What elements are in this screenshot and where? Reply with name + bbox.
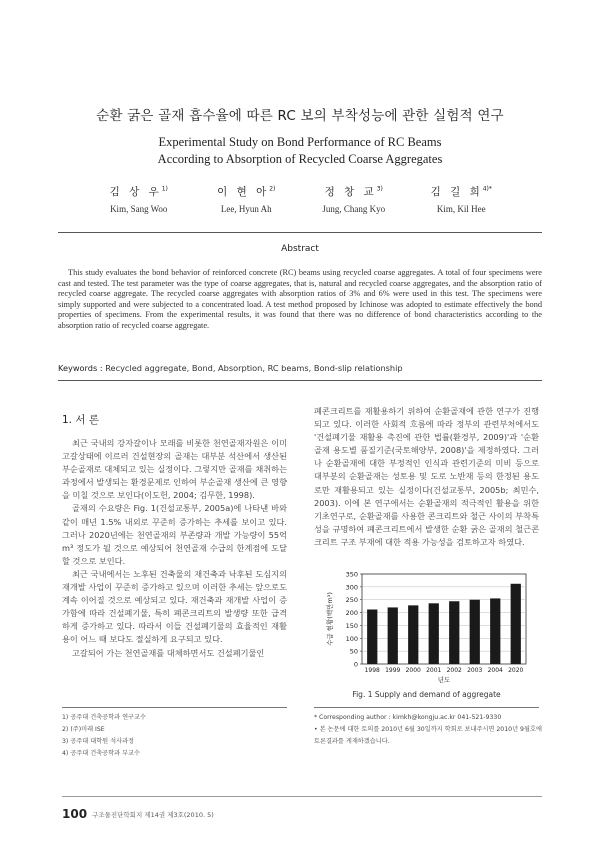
author-name-ko: 김 상 우 — [109, 186, 162, 198]
bar-2002 — [449, 601, 459, 664]
corresponding-author: * Corresponding author : kimkh@kongju.ac.kr 041-521-9330 — [314, 714, 502, 721]
abstract-text: This study evaluates the bond behavior of reinforced concrete (RC) beams using recycled coarse aggregates. A total of four specimens were cast and tested. The test parameter was the type of coarse aggregates, that is, natural and recycled coarse aggregates, and the absorption ratio of recycled coarse aggregate. The recycled coarse aggregates with absorption ratios of 3% and 6% were used in this test. The specimens were simply supported and were subjected to a concentrated load. A test method proposed by Ichinose was adopted to estimate effectively the bond properties of specimens. From the experimental results, it was found that there was no difference of bond characteristics according to the absorption ratio of recycled coarse aggregate. — [58, 268, 542, 330]
footnote: 4) 공주대 건축공학과 부교수 — [62, 750, 140, 757]
x-tick-label: 2003 — [467, 667, 483, 674]
author-name-ko: 이 현 아 — [217, 186, 270, 198]
y-tick-label: 200 — [345, 609, 358, 618]
paragraph: 최근 국내에서는 노후된 건축물의 재건축과 낙후된 도심지의 재개발 사업이 꾸준히 증가하고 있으며 이러한 추세는 앞으로도 계속 이어질 것으로 예상되고 있다. 재건축과 재개발 사업이 증가함에 따라 건설폐기물, 특히 폐콘크리트의 발생량 또한 급격하게 증가하고 있다. 따라서 이들 건설폐기물의 효율적인 재활용이 어느 때 보다도 절실하게 요구되고 있다. — [62, 568, 287, 645]
body-column-right — [314, 405, 539, 549]
abstract-heading: Abstract — [281, 244, 319, 254]
author-list — [85, 184, 515, 214]
title-en-line-1: Experimental Study on Bond Performance of RC Beams — [158, 135, 442, 149]
section-heading-introduction: 1. 서 론 — [62, 414, 99, 426]
paragraph: 최근 국내의 강자갈이나 모래를 비롯한 천연골재자원은 이미 고갈상태에 이르러 건설현장의 골재는 대부분 석산에서 생산된 부순골재로 대체되고 있는 실정이다. 그렇지만 골재를 채취하는 과정에서 발생되는 환경문제로 인하여 부순골재 생산에 큰 영향을 미칠 것으로 보인다(이도헌, 2004; 김무한, 1998). — [62, 438, 287, 501]
author-affil-mark: 4)* — [482, 185, 492, 193]
x-tick-label: 2004 — [487, 667, 503, 674]
author-name-en: Kim, Sang Woo — [110, 204, 168, 214]
author-1 — [85, 184, 193, 214]
x-axis-label: 년도 — [437, 676, 451, 684]
x-tick-label: 2020 — [508, 667, 524, 674]
paragraph: 폐콘크리트를 재활용하기 위하여 순환골재에 관한 연구가 진행되고 있다. 이러한 사회적 흐름에 따라 정부의 관련부처에서도 '건설폐기물 재활용 촉진에 관한 법률(환경부, 2009)'과 '순환골재 용도별 품질기준(국토해양부, 2008)'을 제정하였다. 그러나 순환골재에 대한 부정적인 인식과 관련기준의 미비 등으로 대부분의 순환골재는 성토용 및 도로 노반재 등의 한정된 용도로만 재활용되고 있는 실정이다(건설교통부, 2005b; 최민수, 2003). 이에 본 연구에서는 순환골재의 적극적인 활용을 위한 기초연구로, 순환골재를 사용한 콘크리트와 철근 사이의 부착특성을 규명하여 폐콘크리트에서 발생한 순환 굵은 골재의 철근콘크리트 구조 부재에 대한 적용 가능성을 검토하고자 하였다. — [314, 406, 539, 547]
author-name-en: Lee, Hyun Ah — [220, 204, 272, 214]
paper-title-korean: 순환 굵은 골재 흡수율에 따른 RC 보의 부착성능에 관한 실험적 연구 — [96, 108, 504, 124]
y-tick-label: 300 — [345, 583, 358, 592]
y-axis-label: 수급 현황(백만m³) — [326, 592, 334, 646]
paragraph: 고갈되어 가는 천연골재를 대체하면서도 건설폐기물인 — [72, 647, 265, 658]
y-tick-label: 100 — [345, 634, 358, 643]
footnote: 1) 공주대 건축공학과 연구교수 — [62, 714, 146, 721]
author-4 — [408, 184, 516, 214]
figure-1-bar-chart — [314, 568, 539, 688]
author-affil-mark: 2) — [269, 185, 276, 193]
body-column-left — [62, 437, 287, 660]
footer-rule — [62, 796, 542, 797]
x-tick-label: 1998 — [364, 667, 380, 674]
plot-area — [362, 574, 526, 664]
author-affil-mark: 3) — [376, 185, 383, 193]
author-3 — [300, 184, 408, 214]
author-affil-mark: 1) — [161, 185, 168, 193]
y-tick-label: 250 — [345, 596, 358, 605]
discussion-note: • 본 논문에 대한 토의를 2010년 6월 30일까지 학회로 보내주시면 2010년 9월호에 토론결과를 게재하겠습니다. — [314, 726, 542, 745]
author-name-en: Jung, Chang Kyo — [322, 204, 386, 214]
author-name-ko: 정 창 교 — [324, 186, 377, 198]
author-2 — [193, 184, 301, 214]
footnote-rule-right — [314, 707, 539, 708]
abstract-top-rule — [58, 232, 542, 233]
paragraph: 골재의 수요량은 Fig. 1(건설교통부, 2005a)에 나타낸 바와 같이 매년 1.5% 내외로 꾸준히 증가하는 추세를 보이고 있다. 그러나 2020년에는 천연골재의 부존량과 개발 가능량이 55억m³ 정도가 될 것으로 예상되어 천연골재 수급의 한계점에 도달할 것으로 보인다. — [62, 503, 287, 566]
bar-2000 — [408, 605, 418, 664]
bar-2020 — [511, 584, 521, 664]
bar-2001 — [429, 603, 439, 664]
y-tick-label: 50 — [349, 647, 358, 656]
y-tick-label: 350 — [345, 570, 358, 579]
keywords — [58, 363, 542, 373]
x-tick-label: 2000 — [405, 667, 421, 674]
footnote: 3) 공주대 대학원 석사과정 — [62, 738, 135, 745]
bar-1998 — [367, 609, 377, 664]
figure-caption: Fig. 1 Supply and demand of aggregate — [352, 690, 501, 699]
abstract-bottom-rule — [58, 380, 542, 381]
footnotes-right — [314, 712, 544, 748]
keywords-text: Recycled aggregate, Bond, Absorption, RC beams, Bond-slip relationship — [105, 363, 403, 373]
paper-title-english — [0, 134, 600, 168]
y-tick-label: 0 — [353, 660, 358, 669]
page-number: 100 — [62, 807, 88, 821]
footnote: 2) (주)미래 ISE — [62, 726, 105, 733]
bar-2003 — [470, 600, 480, 664]
author-name-en: Kim, Kil Hee — [436, 204, 486, 214]
x-tick-label: 2001 — [426, 667, 442, 674]
x-tick-label: 2002 — [446, 667, 462, 674]
bar-1999 — [388, 607, 398, 664]
footnote-rule-left — [62, 707, 287, 708]
keywords-label: Keywords : — [58, 363, 103, 373]
journal-citation: 구조물진단학회지 제14권 제3호(2010. 5) — [92, 811, 214, 819]
footnotes-left — [62, 712, 292, 760]
title-en-line-2: According to Absorption of Recycled Coarse Aggregates — [157, 152, 443, 166]
bar-2004 — [490, 598, 500, 664]
x-tick-label: 1999 — [385, 667, 401, 674]
author-name-ko: 김 길 희 — [430, 186, 483, 198]
y-tick-label: 150 — [345, 621, 358, 630]
